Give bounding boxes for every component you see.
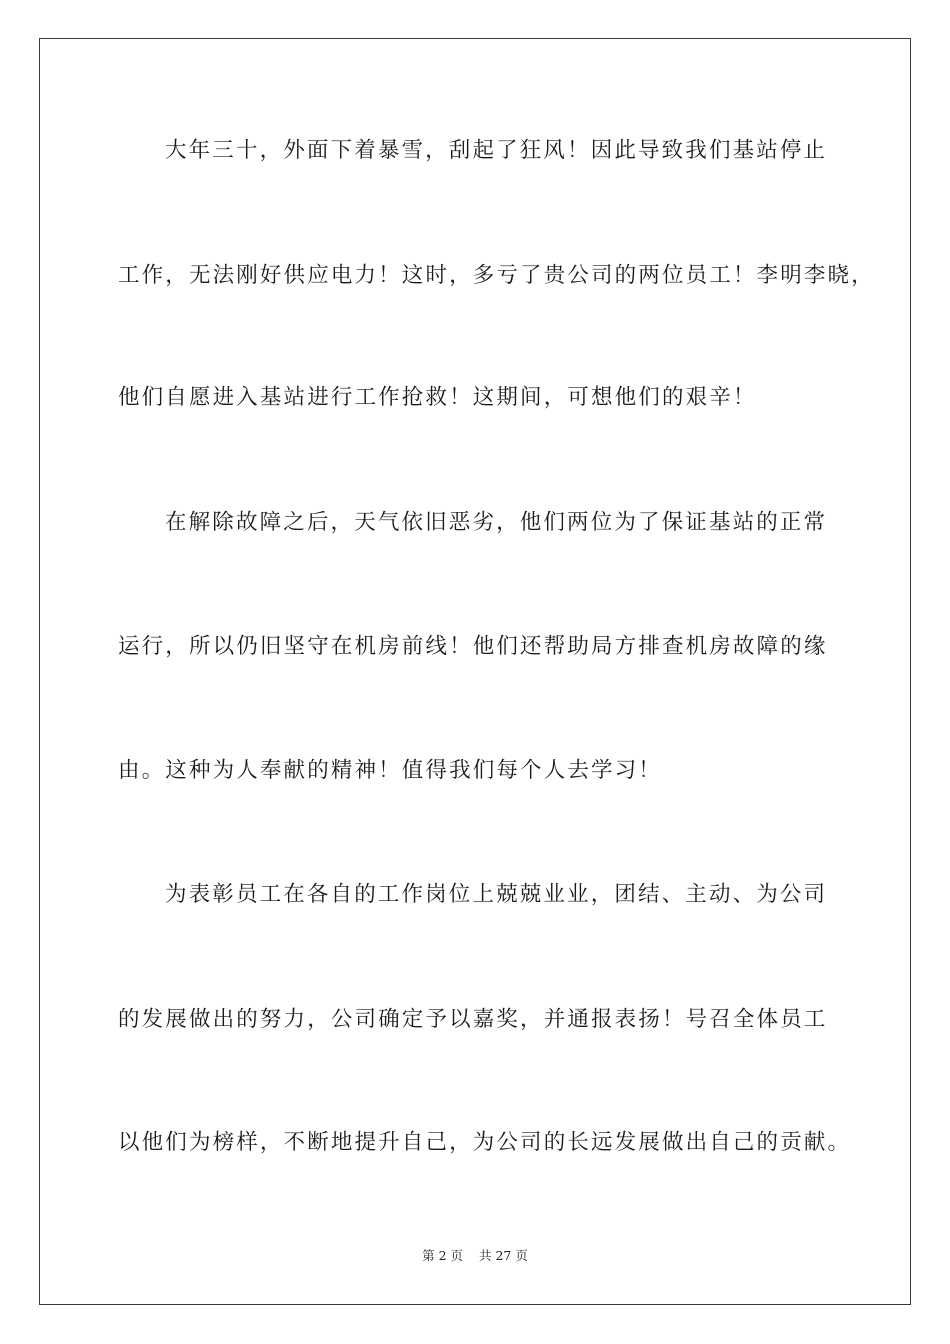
paragraph-1-line-1: 大年三十，外面下着暴雪，刮起了狂风！因此导致我们基站停止	[165, 138, 828, 163]
paragraph-1-line-2: 工作，无法刚好供应电力！这时，多亏了贵公司的两位员工！李明李晓，	[118, 263, 875, 288]
paragraph-2-line-1: 在解除故障之后，天气依旧恶劣，他们两位为了保证基站的正常	[165, 510, 828, 535]
page-number: 第 2 页	[422, 1248, 464, 1263]
paragraph-1-line-3: 他们自愿进入基站进行工作抢救！这期间，可想他们的艰辛！	[118, 385, 757, 410]
paragraph-2-line-2: 运行，所以仍旧坚守在机房前线！他们还帮助局方排查机房故障的缘	[118, 634, 828, 659]
paragraph-3-line-3: 以他们为榜样，不断地提升自己，为公司的长远发展做出自己的贡献。	[118, 1130, 852, 1155]
page-border	[39, 38, 911, 1305]
page-total: 共 27 页	[478, 1248, 528, 1263]
page-footer	[0, 1248, 950, 1264]
paragraph-2-line-3: 由。这种为人奉献的精神！值得我们每个人去学习！	[118, 758, 662, 783]
paragraph-3-line-2: 的发展做出的努力，公司确定予以嘉奖，并通报表扬！号召全体员工	[118, 1007, 828, 1032]
paragraph-3-line-1: 为表彰员工在各自的工作岗位上兢兢业业，团结、主动、为公司	[165, 882, 828, 907]
